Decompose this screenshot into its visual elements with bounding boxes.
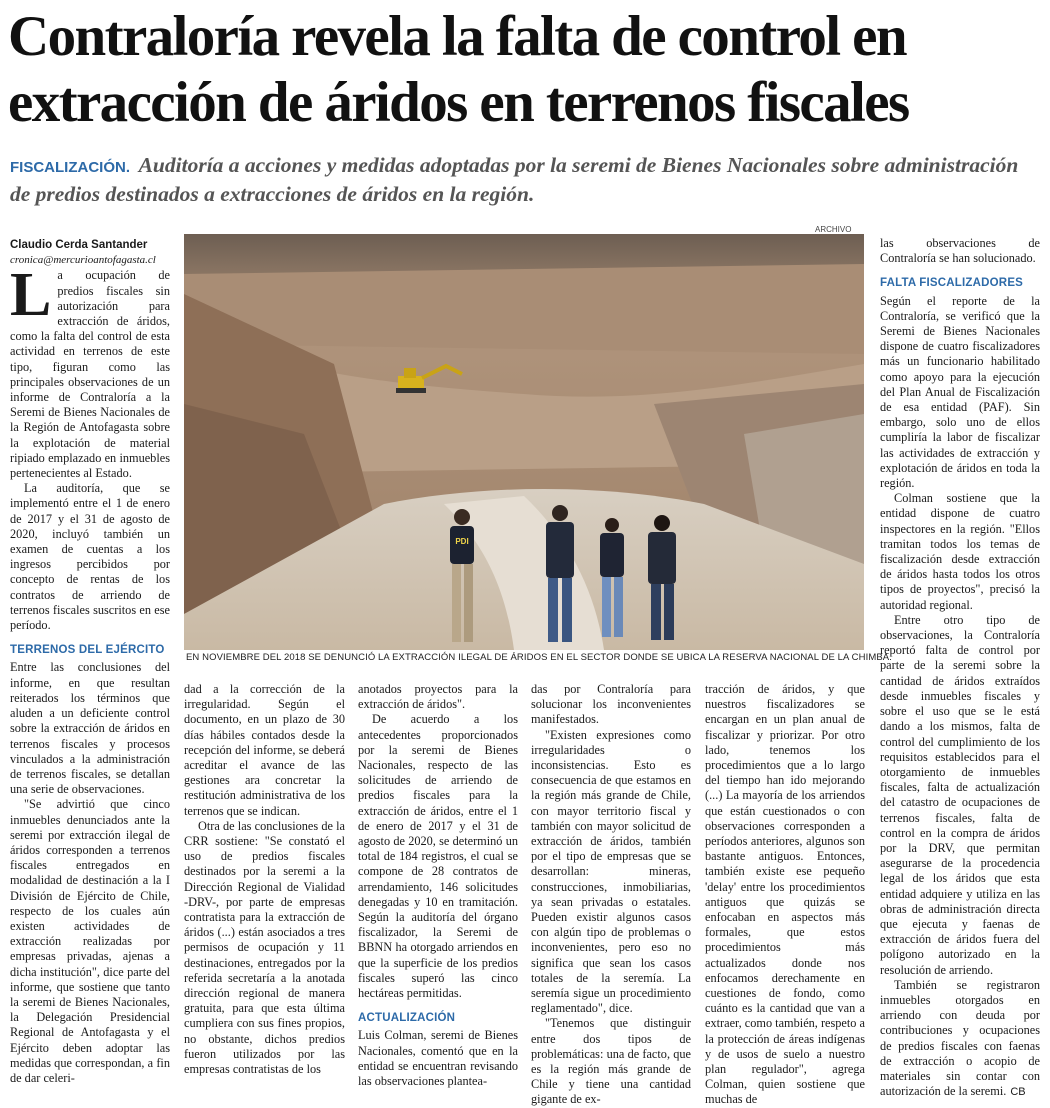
column-1 — [10, 238, 170, 1086]
paragraph-text: a ocupación de predios fiscales sin autorización para extracción de áridos, como la falta del control de esta actividad en terrenos de este tipo, figuran como las principales observaciones de un informe de Contraloría a la Seremi de Bienes Nacionales de la Región de Antofagasta sobre la explotación de material ripiado emplazado en inmuebles pertenecientes al Estado. — [10, 268, 170, 481]
section-heading-actualizacion: ACTUALIZACIÓN — [358, 1012, 456, 1025]
paragraph: dad a la corrección de la irregularidad. Según el documento, en un plazo de 30 días hábiles contados desde la recepción del informe, se deberá acreditar el avance de las gestiones ara concretar la restitución administrativa de los terrenos que se indican. — [184, 682, 345, 818]
subheadline-block — [10, 152, 1040, 208]
paragraph: das por Contraloría para solucionar los inconvenientes manifestados. — [531, 682, 691, 727]
paragraph: Colman sostiene que la entidad dispone de cuatro inspectores en la región. "Ellos tramitan todos los temas de fiscalización desde extracción de áridos hasta todos los otros tipos de proyectos", precisó la autoridad regional. — [880, 491, 1040, 612]
quarry-photo — [184, 234, 864, 650]
kicker: FISCALIZACIÓN. — [10, 159, 130, 176]
quarry-illustration — [184, 234, 864, 650]
author: Claudio Cerda Santander — [10, 239, 148, 251]
paragraph: La auditoría, que se implementó entre el 1 de enero de 2017 y el 31 de agosto de 2020, incluyó también un examen de cuentas a los ingresos percibidos por concepto de rentas de los contratos de arriendo de terrenos fiscales suscritos en ese período. — [10, 481, 170, 633]
column-5 — [705, 682, 865, 1108]
paragraph: tracción de áridos, y que nuestros fiscalizadores se encargan en un plan anual de fiscalizar y priorizar. Por otro lado, tenemos los procedimientos que a lo largo del tiempo han ido mejorando (...) La mayoría de los arriendos que están cuestionados o con observaciones corresponden a períodos anteriores, algunos son bastante antiguos. Entonces, también existe ese pequeño 'delay' entre los procedimientos antiguos que quizás se enfocaban en aspectos más formales, que estos procedimientos más actualizados donde nos enfocamos derechamente en cuestiones de fondo, como cuánto es la cantidad que van a extraer, como también, respeto a la protección de áreas indígenas y de usos de suelo a nuestro plan regulador", agrega Colman, quien sostiene que muchas de — [705, 682, 865, 1107]
vest-text: PDI — [455, 537, 469, 546]
paragraph: las observaciones de Contraloría se han solucionado. — [880, 236, 1040, 266]
paragraph: Según el reporte de la Contraloría, se verificó que la Seremi de Bienes Nacionales dispone de cuatro fiscalizadores más un funcionario habilitado como apoyo para la ejecución del Plan Anual de Fiscalización de esa entidad (PAF). Sin embargo, solo uno de ellos cumpliría la labor de fiscalizar las actividades de extracción y explotación de áridos en toda la región. — [880, 293, 1040, 491]
paragraph: "Tenemos que distinguir entre dos tipos de problemáticas: una de facto, que es la región más grande de Chile y tiene una cantidad gigante de ex- — [531, 1016, 691, 1107]
paragraph: Luis Colman, seremi de Bienes Nacionales, comentó que en la entidad se encuentran revisando las observaciones plantea- — [358, 1028, 518, 1089]
section-heading-falta-fiscalizadores: FALTA FISCALIZADORES — [880, 277, 1024, 290]
paragraph — [10, 261, 170, 481]
column-2 — [184, 682, 345, 1077]
paragraph: "Existen expresiones como irregularidades o inconsistencias. Esto es consecuencia de que estamos en la región más grande de Chile, con mayor territorio fiscal y también con mayor solicitud de extracción de áridos, también por el tipo de empresas que se desarrollan: mineras, construcciones, inmobiliarias, ya sean privadas o estatales. Pueden existir algunos casos con algún tipo de problemas o inconvenientes, pero eso no significa que sean los casos totales de la seremía. La seremía sigue un procedimiento reglamentado", dice. — [531, 727, 691, 1016]
paragraph: "Se advirtió que cinco inmuebles denunciados ante la seremi por extracción ilegal de áridos corresponden a terrenos fiscales entregados en modalidad de destinación a la I División de Ejército de Chile, respecto de los cuales aún existen actividades de extracción realizadas por empresas privadas, ajenas a dicha institución", dice parte del informe, que sostiene que tanto la seremi de Bienes Nacionales, la Delegación Presidencial Regional de Antofagasta y el Ejército deben adoptar las medidas que correspondan, a fin de dar celeri- — [10, 797, 170, 1085]
paragraph: Otra de las conclusiones de la CRR sostiene: "Se constató el uso de predios fiscales destinados por la seremi a la Dirección Regional de Vialidad -DRV-, por parte de empresas contratista para la extracción de áridos (...) están asociados a tres permisos de ocupación y 11 destinaciones, entregados por la referida secretaría a la anotada dirección regional de manera gratuita, para que esta última cumpliera con sus fines propios, no obstante, dichos predios fueron utilizados por las empresas contratistas de los — [184, 818, 345, 1077]
paragraph-text: También se registraron inmuebles otorgados en arriendo con deuda por contribuciones y ocupaciones de predios fiscales con faenas de extracción o acopio de materiales sin contar con autorización de la seremi. — [880, 977, 1040, 1099]
end-mark: CB — [1010, 1086, 1026, 1099]
paragraph: Entre otro tipo de observaciones, la Contraloría reportó falta de control por parte de la seremi sobre la cantidad de áridos extraídos desde inmuebles fiscales y sobre el uso que se le está dando a los mismos, falta de control del cumplimiento de los requisitos establecidos para el otorgamiento de inmuebles fiscales, falta de actualización del catastro de ocupaciones de terrenos fiscales, falta de control en la compra de áridos por la DRV, que permitan asegurarse de la procedencia legal de los áridos que esta entidad adquiere y utiliza en las obras de administración directa que ejecuta y faenas de extracción de áridos fuera del polígono autorizado en la resolución de arriendo. — [880, 612, 1040, 977]
column-4 — [531, 682, 691, 1108]
column-3 — [358, 682, 518, 1089]
paragraph: anotados proyectos para la extracción de áridos". — [358, 682, 518, 712]
photo-caption: EN NOVIEMBRE DEL 2018 SE DENUNCIÓ LA EXTRACCIÓN ILEGAL DE ÁRIDOS EN EL SECTOR DONDE SE UBICA LA RESERVA NACIONAL DE LA CHIMBA. — [186, 652, 892, 663]
headline: Contraloría revela la falta de control en extracción de áridos en terrenos fiscales — [8, 5, 909, 134]
paragraph — [880, 978, 1040, 1101]
author-email[interactable]: cronica@mercurioantofagasta.cl — [10, 254, 156, 267]
photo-credit: ARCHIVO — [815, 225, 852, 234]
section-heading-ejercito: TERRENOS DEL EJÉRCITO — [10, 644, 165, 657]
subheadline: Auditoría a acciones y medidas adoptadas por la seremi de Bienes Nacionales sobre administración de predios destinados a extracciones de áridos en la región. — [10, 153, 1019, 206]
paragraph: De acuerdo a los antecedentes proporcionados por la seremi de Bienes Nacionales, respecto de las solicitudes de arriendo de predios fiscales para la extracción de áridos, entre el 1 de enero de 2017 y el 31 de agosto de 2020, se determinó un total de 184 registros, el cual se compone de 28 contratos de arrendamiento, 146 solicitudes denegadas y 10 en tramitación. Según la auditoría del órgano fiscalizador, la Seremi de BBNN ha otorgado arriendos en que la superficie de los predios fiscales superó las cinco hectáreas permitidas. — [358, 712, 518, 1001]
column-6 — [880, 236, 1040, 1100]
paragraph: Entre las conclusiones del informe, en que resultan reiterados los términos que aluden a un deficiente control sobre la extracción de áridos en terrenos fiscales y procesos vinculados a la administración de terrenos fiscales, se detallan una serie de observaciones. — [10, 660, 170, 797]
drop-cap: L — [10, 261, 52, 330]
